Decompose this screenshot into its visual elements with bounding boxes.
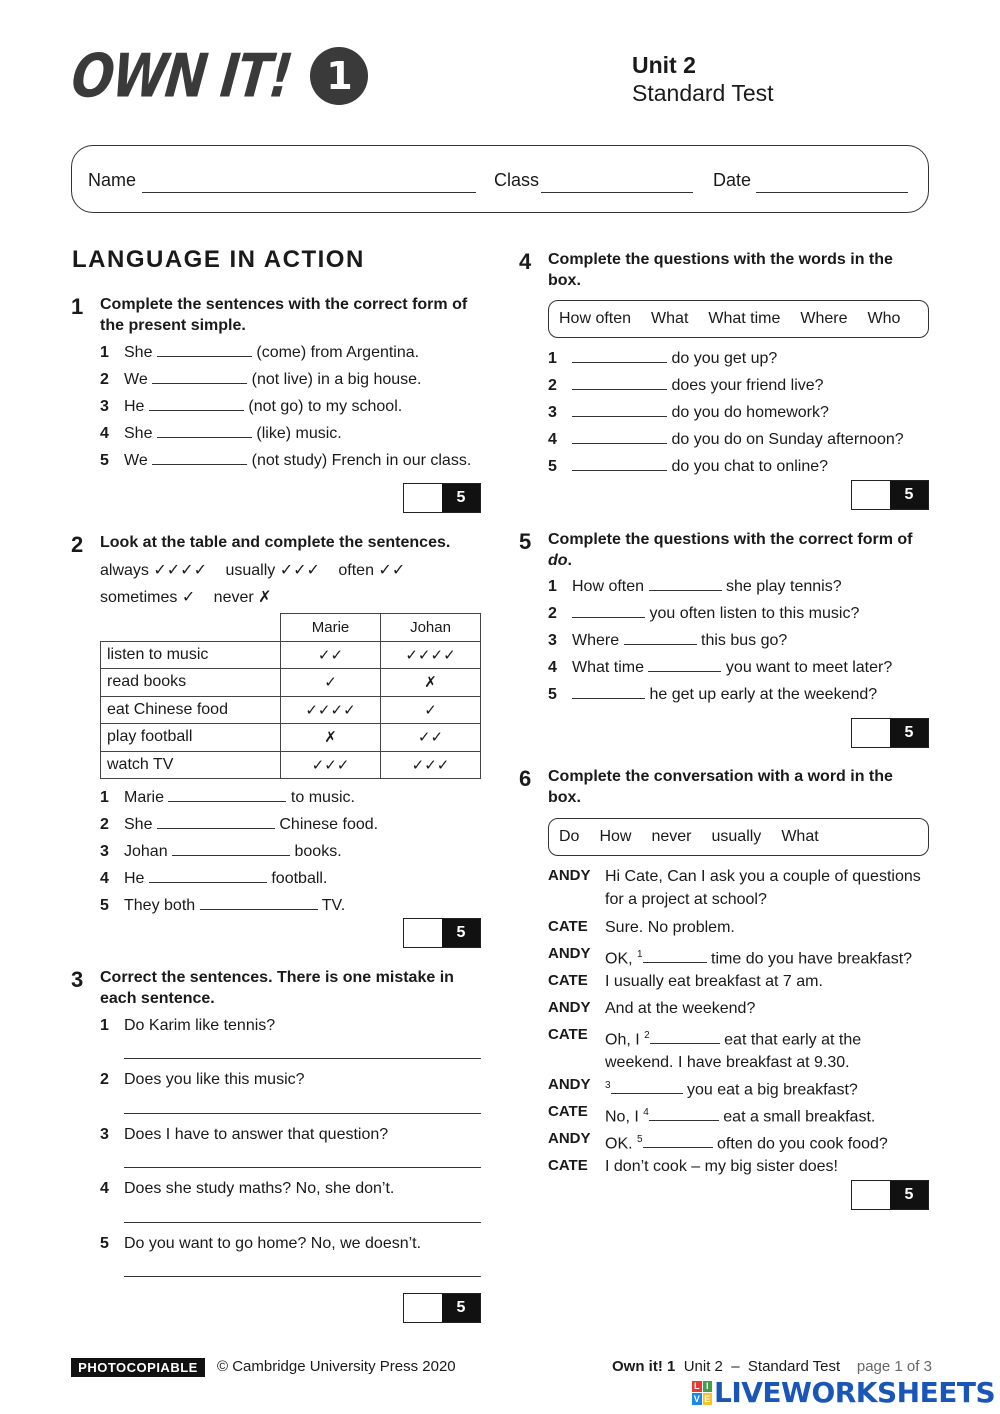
exercise-item: 2 We (not live) in a big house. (100, 371, 422, 388)
score-box: 5 (851, 480, 929, 510)
speaker-label: CATE (548, 918, 588, 935)
answer-blank[interactable] (157, 424, 252, 438)
exercise-item: 4 Does she study maths? No, she don’t. (100, 1180, 395, 1197)
score-input[interactable] (852, 1181, 890, 1209)
answer-blank[interactable] (572, 376, 667, 390)
exercise-item: 2 Does you like this music? (100, 1071, 305, 1088)
table-row: read books ✓ ✗ (101, 669, 481, 697)
date-field[interactable] (756, 192, 908, 193)
frequency-key: sometimes ✓ never ✗ (100, 587, 272, 606)
answer-blank[interactable] (649, 577, 722, 591)
exercise-instructions: Complete the questions with the correct form of do. (548, 531, 913, 569)
exercise-number: 4 (519, 249, 532, 274)
answer-blank[interactable] (168, 788, 286, 802)
exercise-item: 1 Marie to music. (100, 789, 355, 806)
exercise-item: 4 He football. (100, 870, 328, 887)
answer-blank[interactable] (648, 658, 721, 672)
exercise-number: 5 (519, 529, 532, 554)
exercise-item: 5 We (not study) French in our class. (100, 452, 472, 469)
answer-blank[interactable] (572, 685, 645, 699)
conversation-line: OK. $^5$ often do you cook food? (605, 1134, 888, 1153)
answer-blank[interactable] (572, 430, 667, 444)
score-box: 5 (851, 1180, 929, 1210)
column-header: Marie (281, 614, 381, 642)
conversation-line: OK, $^1$ time do you have breakfast? (605, 949, 913, 968)
name-label: Name (88, 170, 137, 190)
test-type: Standard Test (632, 80, 774, 106)
score-box: 5 (403, 918, 481, 948)
exercise-item: 5 Do you want to go home? No, we doesn’t. (100, 1235, 422, 1252)
answer-blank[interactable] (572, 349, 667, 363)
score-input[interactable] (404, 1294, 442, 1322)
liveworksheets-icon: L I V E (693, 1381, 711, 1404)
answer-blank[interactable] (200, 896, 318, 910)
exercise-instructions: Correct the sentences. There is one mistake in each sentence. (100, 969, 454, 1007)
table-row: play football ✗ ✓✓ (101, 724, 481, 752)
answer-line[interactable] (124, 1113, 481, 1114)
conversation-line: Hi Cate, Can I ask you a couple of questions for a project at school? (605, 868, 921, 908)
exercise-item: 3 Johan books. (100, 843, 342, 860)
exercise-item: 4 do you do on Sunday afternoon? (548, 431, 904, 448)
score-input[interactable] (404, 484, 442, 512)
photocopiable-badge: PHOTOCOPIABLE (71, 1358, 205, 1377)
conversation-line: I usually eat breakfast at 7 am. (605, 973, 823, 990)
score-box: 5 (851, 718, 929, 748)
frequency-key: always ✓✓✓✓ usually ✓✓✓ often ✓✓ (100, 560, 406, 579)
answer-blank[interactable] (643, 949, 707, 963)
answer-blank[interactable] (149, 869, 267, 883)
answer-blank[interactable] (643, 1134, 713, 1148)
speaker-label: CATE (548, 1103, 588, 1120)
speaker-label: CATE (548, 972, 588, 989)
exercise-item: 1 Do Karim like tennis? (100, 1017, 276, 1034)
column-header: Johan (381, 614, 481, 642)
exercise-instructions: Complete the questions with the words in the box. (548, 251, 893, 289)
exercise-item: 1 do you get up? (548, 350, 778, 367)
answer-blank[interactable] (152, 370, 247, 384)
conversation-line: No, I $^4$ eat a small breakfast. (605, 1107, 876, 1126)
speaker-label: ANDY (548, 1130, 591, 1147)
exercise-instructions: Complete the sentences with the correct form of the present simple. (100, 296, 468, 334)
exercise-number: 6 (519, 766, 532, 791)
exercise-number: 3 (71, 967, 84, 992)
speaker-label: ANDY (548, 945, 591, 962)
conversation-line: Oh, I $^2$ eat that early at the weekend. I have breakfast at 9.30. (605, 1030, 862, 1072)
answer-blank[interactable] (152, 451, 247, 465)
name-field[interactable] (142, 192, 476, 193)
exercise-item: 3 Where this bus go? (548, 632, 788, 649)
exercise-item: 4 What time you want to meet later? (548, 659, 893, 676)
exercise-number: 2 (71, 532, 84, 557)
answer-blank[interactable] (611, 1080, 683, 1094)
score-input[interactable] (852, 481, 890, 509)
answer-blank[interactable] (650, 1030, 720, 1044)
word-box: Do How never usually What (548, 818, 929, 856)
answer-blank[interactable] (649, 1107, 719, 1121)
student-info-box (71, 145, 929, 213)
word-box: How often What What time Where Who (548, 300, 929, 338)
exercise-instructions: Look at the table and complete the sentences. (100, 534, 451, 551)
exercise-item: 3 do you do homework? (548, 404, 829, 421)
class-label: Class (494, 170, 540, 190)
table-row: watch TV ✓✓✓ ✓✓✓ (101, 751, 481, 779)
answer-blank[interactable] (624, 631, 697, 645)
conversation-line: $^3$ you eat a big breakfast? (605, 1080, 858, 1099)
score-box: 5 (403, 1293, 481, 1323)
exercise-item: 1 She (come) from Argentina. (100, 344, 420, 361)
answer-blank[interactable] (172, 842, 290, 856)
liveworksheets-watermark: L I V E LIVEWORKSHEETS (693, 1376, 996, 1409)
exercise-number: 1 (71, 294, 84, 319)
table-row: listen to music ✓✓ ✓✓✓✓ (101, 641, 481, 669)
exercise-item: 2 does your friend live? (548, 377, 824, 394)
conversation-line: And at the weekend? (605, 1000, 756, 1017)
score-input[interactable] (852, 719, 890, 747)
exercise-item: 3 He (not go) to my school. (100, 398, 403, 415)
conversation-line: I don’t cook – my big sister does! (605, 1158, 838, 1175)
exercise-item: 1 How often she play tennis? (548, 578, 842, 595)
exercise-item: 2 She Chinese food. (100, 816, 379, 833)
exercise-item: 5 he get up early at the weekend? (548, 686, 878, 703)
copyright: © Cambridge University Press 2020 (217, 1358, 456, 1375)
exercise-item: 5 do you chat to online? (548, 458, 829, 475)
conversation-line: Sure. No problem. (605, 919, 735, 936)
logo-level-badge: 1 (310, 47, 368, 105)
score-box: 5 (403, 483, 481, 513)
exercise-item: 3 Does I have to answer that question? (100, 1126, 389, 1143)
speaker-label: ANDY (548, 1076, 591, 1093)
speaker-label: ANDY (548, 999, 591, 1016)
answer-blank[interactable] (157, 815, 275, 829)
class-field[interactable] (541, 192, 693, 193)
footer-info: Own it! 1 Unit 2 – Standard Test page 1 of 3 (612, 1358, 932, 1375)
logo-text: OWN IT! (68, 41, 295, 111)
speaker-label: ANDY (548, 867, 591, 884)
answer-blank[interactable] (572, 604, 645, 618)
answer-blank[interactable] (572, 457, 667, 471)
speaker-label: CATE (548, 1157, 588, 1174)
own-it-logo (68, 41, 368, 111)
page-number: page 1 of 3 (856, 1358, 932, 1375)
score-input[interactable] (404, 919, 442, 947)
answer-line[interactable] (124, 1276, 481, 1277)
unit-title: Unit 2 (632, 52, 696, 78)
exercise-instructions: Complete the conversation with a word in the box. (548, 768, 893, 806)
section-title: LANGUAGE IN ACTION (72, 246, 365, 273)
exercise-item: 5 They both TV. (100, 897, 346, 914)
exercise-item: 4 She (like) music. (100, 425, 342, 442)
answer-line[interactable] (124, 1167, 481, 1168)
frequency-table (100, 613, 481, 779)
answer-line[interactable] (124, 1222, 481, 1223)
speaker-label: CATE (548, 1026, 588, 1043)
exercise-item: 2 you often listen to this music? (548, 605, 860, 622)
answer-line[interactable] (124, 1058, 481, 1059)
table-row: eat Chinese food ✓✓✓✓ ✓ (101, 696, 481, 724)
answer-blank[interactable] (157, 343, 252, 357)
answer-blank[interactable] (149, 397, 244, 411)
date-label: Date (713, 170, 752, 190)
answer-blank[interactable] (572, 403, 667, 417)
